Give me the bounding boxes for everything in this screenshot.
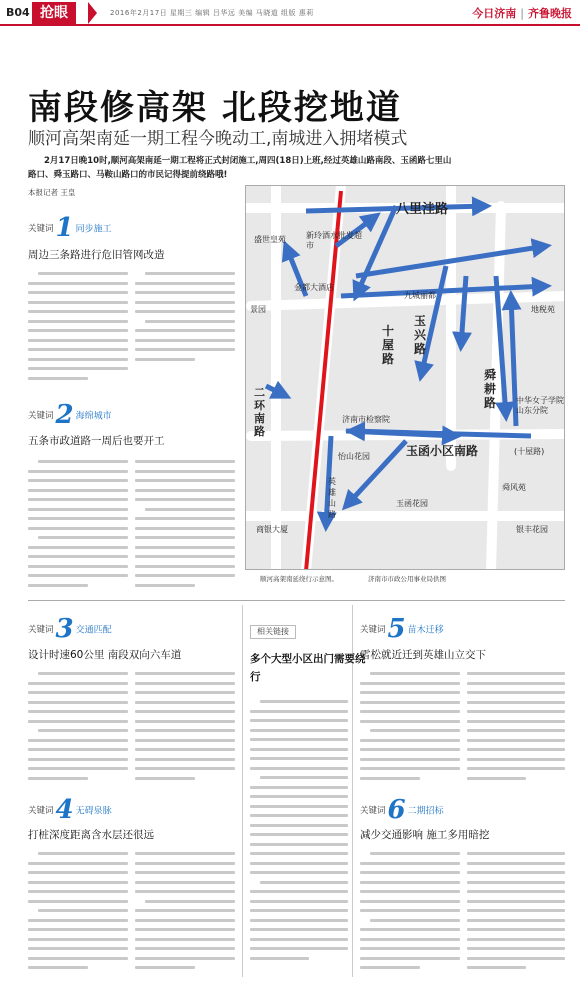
- page-title: 南段修高架 北段挖地道: [28, 88, 402, 128]
- map-label: 舜耕路: [484, 368, 497, 410]
- map-label: 商银大厦: [256, 525, 288, 534]
- section-tag: 抢眼: [32, 2, 76, 24]
- map-label: 九城丽都: [404, 291, 436, 300]
- keyword-header-6: 关键词6 二期招标: [360, 795, 444, 825]
- section-body-4a: [28, 852, 128, 977]
- section-body-6b: [467, 852, 565, 977]
- keyword-header-4: 关键词4 无碍泉脉: [28, 795, 112, 825]
- keyword-number: 1: [55, 213, 74, 243]
- keyword-header-2: 关键词2 海绵城市: [28, 400, 112, 430]
- map-graphic: [246, 186, 565, 570]
- map-label: 十屋路: [382, 324, 395, 366]
- page-subtitle: 顺河高架南延一期工程今晚动工,南城进入拥堵模式: [28, 129, 408, 149]
- brand-left: 今日济南: [472, 7, 517, 20]
- brand-right: 齐鲁晚报: [528, 7, 572, 20]
- section-body-6a: [360, 852, 460, 977]
- map-label: 济南市检察院: [342, 415, 390, 424]
- lead-paragraph: 2月17日晚10时,顺河高架南延一期工程将正式封闭施工,周四(18日)上班,经过英雄山路南段、玉函路七里山路口、舜玉路口、马鞍山路口的市民记得提前绕路哦!: [28, 156, 452, 180]
- keyword-header-5: 关键词5 苗木迁移: [360, 614, 444, 644]
- section-body-5a: [360, 672, 460, 792]
- section-body-5b: [467, 672, 565, 792]
- section-body-1b: [135, 272, 235, 372]
- section-divider: [28, 600, 565, 601]
- section-body-2a: [28, 460, 128, 600]
- section-chevron-icon: [88, 2, 97, 24]
- keyword-header-1: [28, 213, 112, 243]
- keyword-label: 关键词: [28, 224, 54, 234]
- map-label: 银丰花园: [516, 525, 548, 534]
- map-label: 中华女子学院山东分院: [516, 396, 564, 415]
- brand: 今日济南 | 齐鲁晚报: [472, 7, 572, 20]
- map-label: 景园: [250, 305, 266, 314]
- issue-info: 2016年2月17日 星期三 编辑 吕华远 美编 马晓道 组版 惠莉: [110, 9, 314, 17]
- map-label: 金都大酒店: [294, 283, 334, 292]
- map-label: 地税苑: [531, 305, 555, 314]
- keyword-header-3: 关键词3 交通匹配: [28, 614, 112, 644]
- map-label: 玉函花园: [396, 499, 428, 508]
- section-body-3b: [135, 672, 235, 792]
- map-label: 玉函小区南路: [406, 444, 479, 458]
- page-number: B04: [6, 6, 30, 19]
- byline: 本报记者 王皇: [28, 188, 76, 197]
- section-title-5: 雪松就近迁到英雄山立交下: [360, 649, 486, 661]
- column-divider: [242, 605, 243, 977]
- map-caption-left: 顺河高架南延绕行示意图。: [260, 575, 338, 583]
- section-body-1a: [28, 272, 128, 390]
- map-label: 舜风苑: [502, 483, 526, 492]
- keyword-tag: 同步施工: [75, 224, 112, 235]
- detour-arrows: [266, 206, 546, 526]
- map-caption-right: 济南市市政公用事业局供图: [368, 575, 446, 583]
- related-link-title: 多个大型小区出门需要绕行: [250, 653, 366, 683]
- map-label: 新玲酒水批发超市: [306, 231, 362, 250]
- map-caption: [260, 574, 476, 583]
- section-body-4b: [135, 852, 235, 977]
- map-label: 玉兴路: [414, 314, 427, 356]
- map-label: 怡山花园: [338, 452, 370, 461]
- related-link-body: [250, 700, 348, 975]
- map-label: 八里洼路: [396, 202, 449, 217]
- section-body-3a: [28, 672, 128, 792]
- related-link-tag: 相关链接: [250, 625, 296, 639]
- masthead: [0, 0, 580, 26]
- map-label: (十屋路): [514, 447, 545, 456]
- section-title-4: 打桩深度距离含水层还很远: [28, 829, 154, 841]
- map-label: 二环南路: [254, 386, 265, 438]
- section-title-6: 减少交通影响 施工多用暗挖: [360, 829, 490, 841]
- map-label: 英雄山路: [328, 477, 336, 519]
- detour-map: [245, 185, 565, 570]
- section-title-3: 设计时速60公里 南段双向六车道: [28, 649, 182, 661]
- map-label: 盛世皇苑: [254, 235, 286, 244]
- section-body-2b: [135, 460, 235, 600]
- section-title-1: 周边三条路进行危旧管网改造: [28, 249, 165, 261]
- section-title-2: 五条市政道路一周后也要开工: [28, 435, 165, 447]
